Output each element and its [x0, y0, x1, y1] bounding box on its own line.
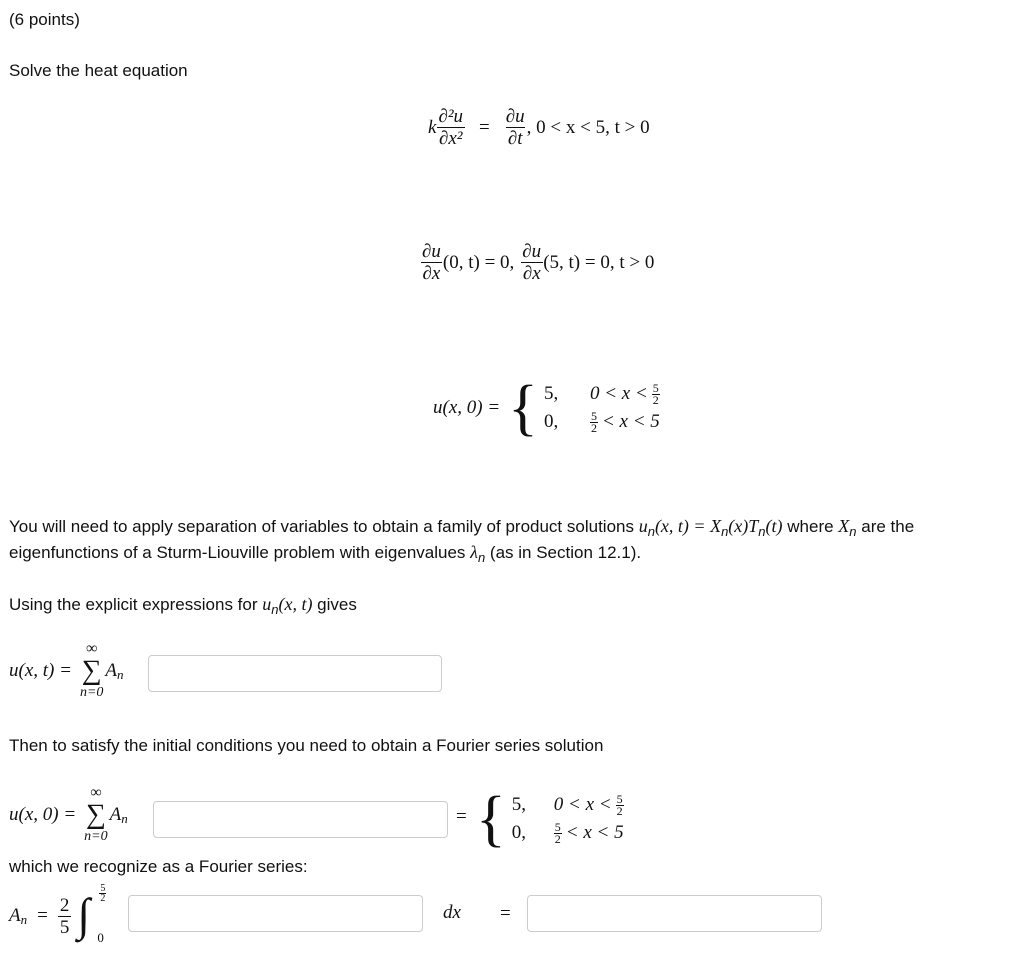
- frac-num: 5: [590, 408, 597, 423]
- recognize-text: which we recognize as a Fourier series:: [9, 857, 308, 876]
- math-expr: (t): [765, 516, 783, 536]
- coef-formula: [9, 883, 107, 945]
- five-halves: [554, 819, 562, 846]
- answer-input-3[interactable]: [128, 895, 423, 932]
- frac-den: ∂x: [522, 263, 541, 284]
- case-condition: < x < 5: [565, 822, 624, 843]
- paragraph-text: eigenfunctions of a Sturm-Liouville problem with eigenvalues: [9, 543, 471, 562]
- math-sub: n: [758, 524, 766, 539]
- sum-lower: n=0: [79, 685, 104, 700]
- case-row: [544, 381, 660, 407]
- frac-num: 5: [100, 883, 106, 894]
- math-sub: n: [721, 524, 729, 539]
- k-const: k: [428, 116, 437, 138]
- frac-num: ∂u: [422, 241, 441, 262]
- series-lhs: u(x, t) =: [9, 660, 72, 681]
- dx-label: dx: [443, 902, 461, 923]
- paragraph-text: Using the explicit expressions for: [9, 595, 263, 614]
- case-row: [512, 792, 624, 818]
- then-text: Then to satisfy the initial conditions you need to obtain a Fourier series solution: [9, 736, 604, 755]
- answer-input-4[interactable]: [527, 895, 822, 932]
- case-value: 5,: [543, 383, 559, 404]
- five-halves: [590, 408, 598, 435]
- case-value: 0,: [511, 822, 527, 843]
- case-value: 5,: [511, 794, 527, 815]
- math-sub: n: [477, 550, 486, 565]
- definite-integral: [77, 883, 107, 945]
- fourier-cases: [476, 785, 624, 853]
- points-label: (6 points): [9, 10, 80, 29]
- frac-den: ∂x²: [438, 128, 463, 149]
- paragraph-text: You will need to apply separation of variables to obtain a family of product solutions: [9, 517, 639, 536]
- sigma-symbol: ∑: [85, 799, 106, 830]
- summation: [84, 786, 107, 844]
- frac-num: ∂u: [505, 106, 525, 127]
- five-halves: [652, 380, 660, 407]
- math-sub: n: [647, 524, 655, 539]
- five-halves: [616, 791, 624, 818]
- answer-input-1[interactable]: [148, 655, 442, 692]
- series-cases: [512, 792, 624, 846]
- paragraph-text: gives: [312, 595, 357, 614]
- case-condition: 0 < x <: [553, 794, 612, 815]
- answer-input-2[interactable]: [153, 801, 448, 838]
- paragraph-line-1: [9, 516, 914, 538]
- paragraph-text: (as in Section 12.1).: [485, 543, 642, 562]
- left-brace: {: [508, 374, 538, 442]
- frac-num: ∂²u: [438, 106, 464, 127]
- equals-sign: =: [479, 116, 490, 138]
- ic-cases: [544, 381, 660, 435]
- ic-lhs: u(x, 0) =: [433, 397, 501, 418]
- summation: [80, 642, 103, 700]
- math-X: X: [838, 516, 850, 536]
- initial-condition: [433, 374, 660, 442]
- paragraph-line-2: [9, 542, 641, 564]
- math-sub: n: [117, 667, 124, 682]
- frac-num: 2: [59, 894, 70, 916]
- integral-sign: ∫: [77, 889, 90, 940]
- math-u: u: [638, 516, 648, 536]
- series-lhs: u(x, 0) =: [9, 804, 77, 825]
- sigma-symbol: ∑: [81, 655, 102, 686]
- pde-domain: , 0 < x < 5, t > 0: [526, 116, 650, 138]
- frac-den: 2: [616, 803, 623, 818]
- case-row: [544, 409, 660, 435]
- two-fifths: [58, 895, 72, 938]
- math-expr: (x, t): [278, 594, 313, 614]
- frac-den: 2: [554, 831, 561, 846]
- du-dx-fraction: [420, 241, 443, 284]
- coef-A: A: [9, 905, 21, 926]
- sum-upper: ∞: [85, 640, 98, 657]
- series-2: [9, 786, 128, 844]
- coef-A: A: [105, 660, 117, 681]
- bc-right: (5, t) = 0, t > 0: [543, 251, 655, 273]
- math-sub: n: [20, 912, 28, 927]
- upper-limit: [99, 884, 106, 903]
- frac-den: ∂t: [507, 128, 523, 149]
- frac-den: 5: [59, 916, 70, 938]
- frac-num: 5: [616, 791, 623, 806]
- frac-num: 5: [652, 380, 659, 395]
- using-text: [9, 594, 357, 616]
- equals-sign: =: [500, 903, 511, 924]
- frac-den: 2: [652, 392, 659, 407]
- paragraph-text: are the: [856, 517, 915, 536]
- frac-den: 2: [100, 893, 106, 904]
- equals-sign: =: [37, 905, 48, 926]
- case-value: 0,: [543, 411, 559, 432]
- math-expr: (x, t) = X: [654, 516, 722, 536]
- series-1: [9, 642, 124, 700]
- frac-num: ∂u: [522, 241, 542, 262]
- case-condition: 0 < x <: [589, 383, 648, 404]
- math-lambda: λ: [470, 542, 478, 562]
- frac-den: 2: [590, 420, 597, 435]
- du-dt-fraction: [504, 106, 527, 149]
- bc-left: (0, t) = 0,: [442, 251, 515, 273]
- math-sub: n: [271, 602, 279, 617]
- lower-limit: 0: [97, 930, 104, 945]
- math-u: u: [262, 594, 272, 614]
- coef-A: A: [109, 804, 122, 825]
- du-dx-fraction: [520, 241, 543, 284]
- left-brace: {: [476, 785, 506, 853]
- intro-text: Solve the heat equation: [9, 61, 188, 80]
- math-expr: (x)T: [728, 516, 759, 536]
- boundary-conditions: [420, 241, 654, 284]
- case-row: [512, 820, 624, 846]
- sum-upper: ∞: [90, 784, 102, 801]
- frac-num: 5: [554, 819, 561, 834]
- d2u-dx2-fraction: [436, 106, 465, 149]
- math-sub: n: [121, 811, 128, 826]
- case-condition: < x < 5: [601, 411, 660, 432]
- paragraph-text: where: [782, 517, 839, 536]
- sum-lower: n=0: [84, 829, 108, 844]
- math-sub: n: [849, 524, 857, 539]
- heat-equation: [428, 106, 650, 149]
- equals-sign: =: [456, 806, 467, 827]
- frac-den: ∂x: [422, 263, 441, 284]
